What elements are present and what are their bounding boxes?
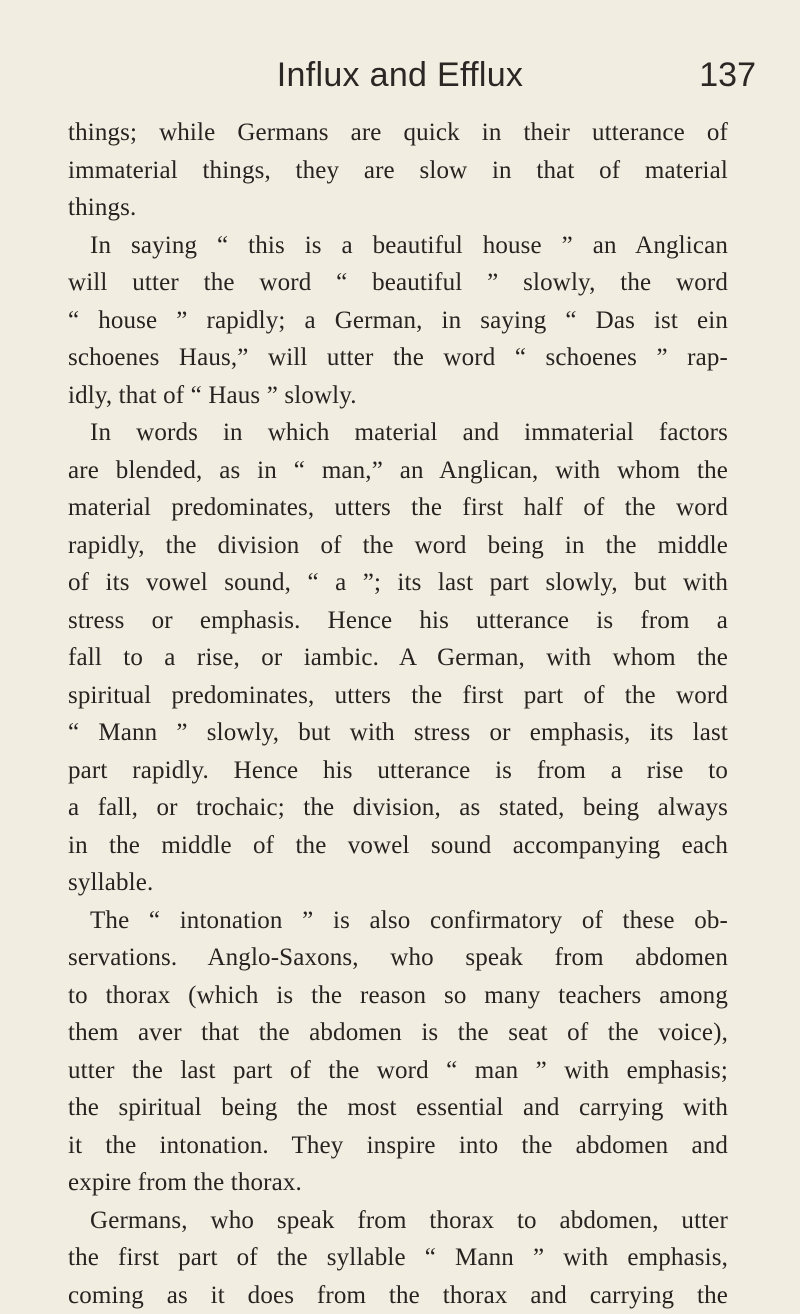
text-line: them aver that the abdomen is the seat of the voice),	[68, 1014, 728, 1052]
text-line: of its vowel sound, “ a ”; its last part slowly, but with	[68, 564, 728, 602]
text-line: things.	[68, 189, 728, 227]
text-line: are blended, as in “ man,” an Anglican, with whom the	[68, 452, 728, 490]
text-line: The “ intonation ” is also confirmatory of these ob-	[68, 902, 728, 940]
running-head	[0, 50, 800, 100]
text-line: “ house ” rapidly; a German, in saying “ Das ist ein	[68, 302, 728, 340]
text-line: fall to a rise, or iambic. A German, with whom the	[68, 639, 728, 677]
text-line: coming as it does from the thorax and carrying the	[68, 1277, 728, 1314]
text-line: it the intonation. They inspire into the abdomen and	[68, 1127, 728, 1165]
text-line: the first part of the syllable “ Mann ” with emphasis,	[68, 1239, 728, 1277]
text-line: things; while Germans are quick in their utterance of	[68, 114, 728, 152]
text-line: syllable.	[68, 864, 728, 902]
text-line: to thorax (which is the reason so many teachers among	[68, 977, 728, 1015]
text-line: material predominates, utters the first half of the word	[68, 489, 728, 527]
text-line: a fall, or trochaic; the division, as stated, being always	[68, 789, 728, 827]
text-line: schoenes Haus,” will utter the word “ schoenes ” rap-	[68, 339, 728, 377]
text-line: part rapidly. Hence his utterance is from a rise to	[68, 752, 728, 790]
body-text	[68, 114, 728, 1314]
text-line: stress or emphasis. Hence his utterance is from a	[68, 602, 728, 640]
text-line: “ Mann ” slowly, but with stress or emphasis, its last	[68, 714, 728, 752]
text-line: Germans, who speak from thorax to abdomen, utter	[68, 1202, 728, 1240]
text-line: will utter the word “ beautiful ” slowly, the word	[68, 264, 728, 302]
text-line: In saying “ this is a beautiful house ” an Anglican	[68, 227, 728, 265]
page-number: 137	[699, 50, 756, 100]
text-line: servations. Anglo-Saxons, who speak from abdomen	[68, 939, 728, 977]
text-line: utter the last part of the word “ man ” with emphasis;	[68, 1052, 728, 1090]
text-line: the spiritual being the most essential and carrying with	[68, 1089, 728, 1127]
text-line: spiritual predominates, utters the first part of the word	[68, 677, 728, 715]
text-line: immaterial things, they are slow in that of material	[68, 152, 728, 190]
running-title: Influx and Efflux	[0, 50, 800, 100]
text-line: rapidly, the division of the word being in the middle	[68, 527, 728, 565]
text-line: In words in which material and immaterial factors	[68, 414, 728, 452]
text-line: expire from the thorax.	[68, 1164, 728, 1202]
text-line: in the middle of the vowel sound accompanying each	[68, 827, 728, 865]
text-line: idly, that of “ Haus ” slowly.	[68, 377, 728, 415]
